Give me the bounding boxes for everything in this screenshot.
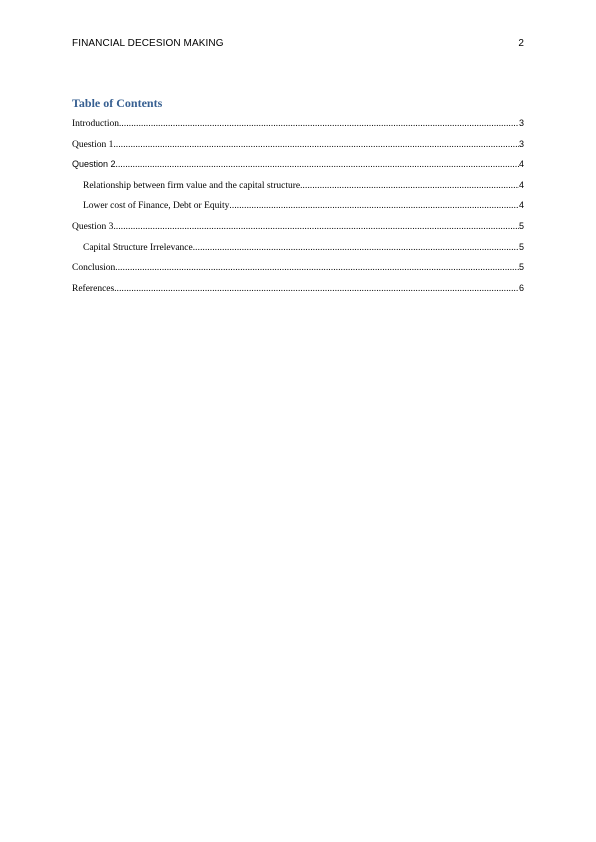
toc-entry-page: 3: [518, 118, 524, 128]
toc-entry-label: Lower cost of Finance, Debt or Equity: [83, 201, 230, 212]
toc-entry-question-2[interactable]: [72, 157, 524, 178]
toc-entry-introduction[interactable]: [72, 116, 524, 137]
toc-entry-relationship-firm-value[interactable]: [72, 178, 524, 199]
toc-entry-page: 5: [518, 241, 524, 252]
table-of-contents: [72, 116, 524, 301]
toc-entry-page: 4: [518, 179, 524, 190]
toc-heading: Table of Contents: [72, 96, 163, 110]
toc-entry-page: 5: [518, 262, 524, 273]
toc-entry-label: Introduction: [72, 119, 119, 129]
toc-entry-question-3[interactable]: [72, 219, 524, 240]
toc-entry-label: Relationship between firm value and the capital structure: [83, 180, 301, 191]
toc-entry-lower-cost-of-finance[interactable]: [72, 198, 524, 219]
toc-entry-label: Conclusion: [72, 263, 116, 274]
toc-leader-dots: [229, 198, 519, 212]
toc-entry-label: References: [72, 283, 115, 294]
page-header: [72, 37, 524, 51]
toc-entry-page: 5: [518, 220, 524, 231]
header-title: FINANCIAL DECESION MAKING: [72, 38, 224, 49]
toc-entry-label: Question 2: [72, 159, 116, 170]
toc-leader-dots: [114, 281, 519, 295]
toc-entry-references[interactable]: [72, 281, 524, 302]
toc-leader-dots: [113, 137, 519, 151]
toc-entry-label: Capital Structure Irrelevance: [83, 242, 193, 253]
toc-leader-dots: [119, 116, 519, 130]
toc-entry-conclusion[interactable]: [72, 260, 524, 281]
toc-leader-dots: [115, 260, 519, 274]
toc-leader-dots: [300, 178, 519, 192]
toc-entry-capital-structure-irrelevance[interactable]: [72, 240, 524, 261]
toc-entry-page: 4: [518, 200, 524, 211]
toc-leader-dots: [113, 219, 519, 233]
toc-entry-page: 6: [518, 282, 524, 293]
toc-entry-question-1[interactable]: [72, 137, 524, 158]
toc-leader-dots: [116, 157, 519, 171]
toc-entry-label: Question 1: [72, 139, 114, 150]
toc-entry-page: 4: [518, 159, 524, 170]
toc-leader-dots: [193, 240, 519, 254]
toc-entry-label: Question 3: [72, 221, 114, 232]
header-page-number: 2: [518, 38, 524, 49]
toc-entry-page: 3: [518, 138, 524, 149]
